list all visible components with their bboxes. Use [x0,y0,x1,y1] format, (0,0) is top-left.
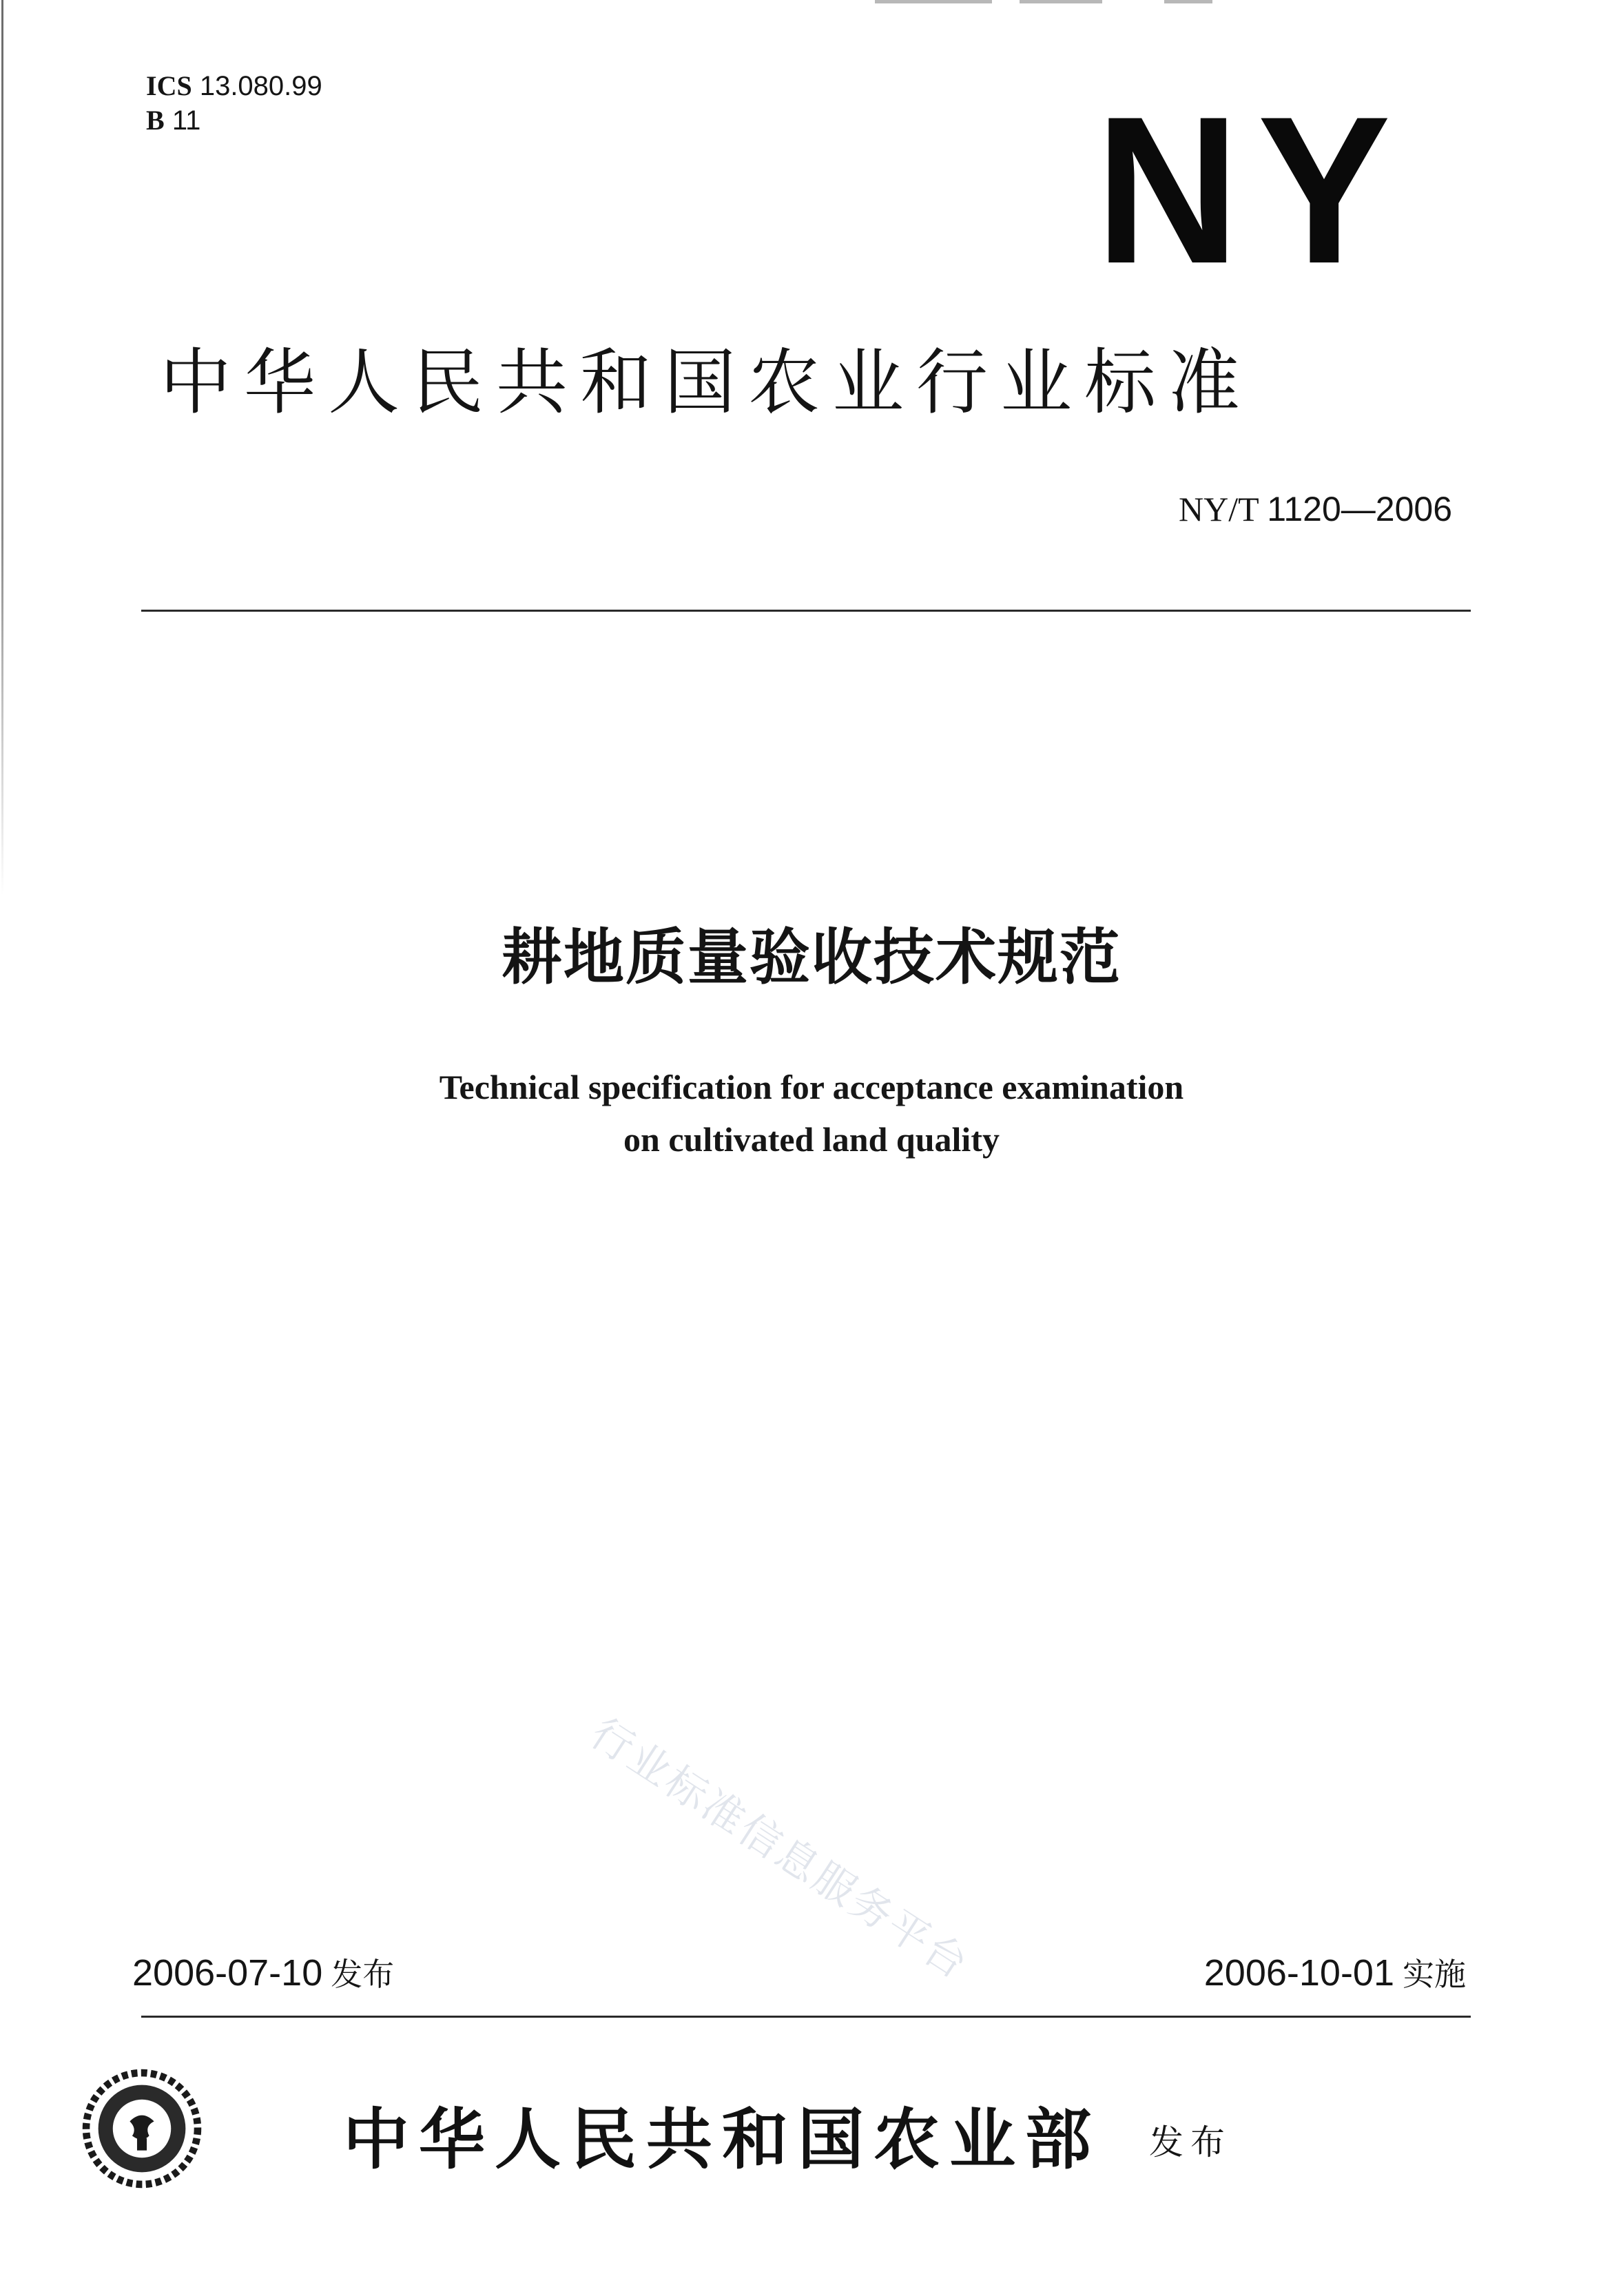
issue-date-value: 2006-07-10 [132,1952,323,1994]
issue-date-label: 发布 [331,1956,395,1993]
impl-date-value: 2006-10-01 [1203,1952,1394,1994]
ics-line [146,69,322,103]
watermark-text: 行业标准信息服务平台 [581,1708,978,1990]
document-title-chinese: 耕地质量验收技术规范 [501,922,1121,993]
standard-number [1179,489,1452,529]
scan-edge-left [1,0,3,896]
standard-prefix: NY/T [1179,490,1259,528]
issue-date [132,1949,394,1995]
footer-divider [141,2016,1471,2018]
standard-code: 1120—2006 [1267,490,1452,528]
class-code: 11 [172,105,201,136]
scan-top-mark [1020,0,1102,3]
classification-block [146,69,322,138]
document-title-english [0,1061,1623,1166]
scan-top-mark [1164,0,1212,3]
english-title-line: Technical specification for acceptance examination [439,1068,1184,1106]
ny-logo-mark: NY [1095,72,1409,308]
class-line [146,103,322,138]
class-label: B [146,105,165,136]
publisher-name: 中华人民共和国农业部 [343,2100,1101,2178]
standard-series-title: 中华人民共和国农业行业标准 [160,340,1253,424]
scan-top-mark [875,0,992,3]
header-divider [141,610,1471,612]
publisher-label: 发布 [1149,2122,1232,2162]
ministry-emblem-icon [81,2068,203,2189]
english-title-line: on cultivated land quality [623,1120,1000,1159]
impl-date-label: 实施 [1403,1956,1466,1993]
ics-label: ICS [146,70,192,101]
implementation-date [1204,1949,1466,1995]
ics-code: 13.080.99 [199,71,322,101]
